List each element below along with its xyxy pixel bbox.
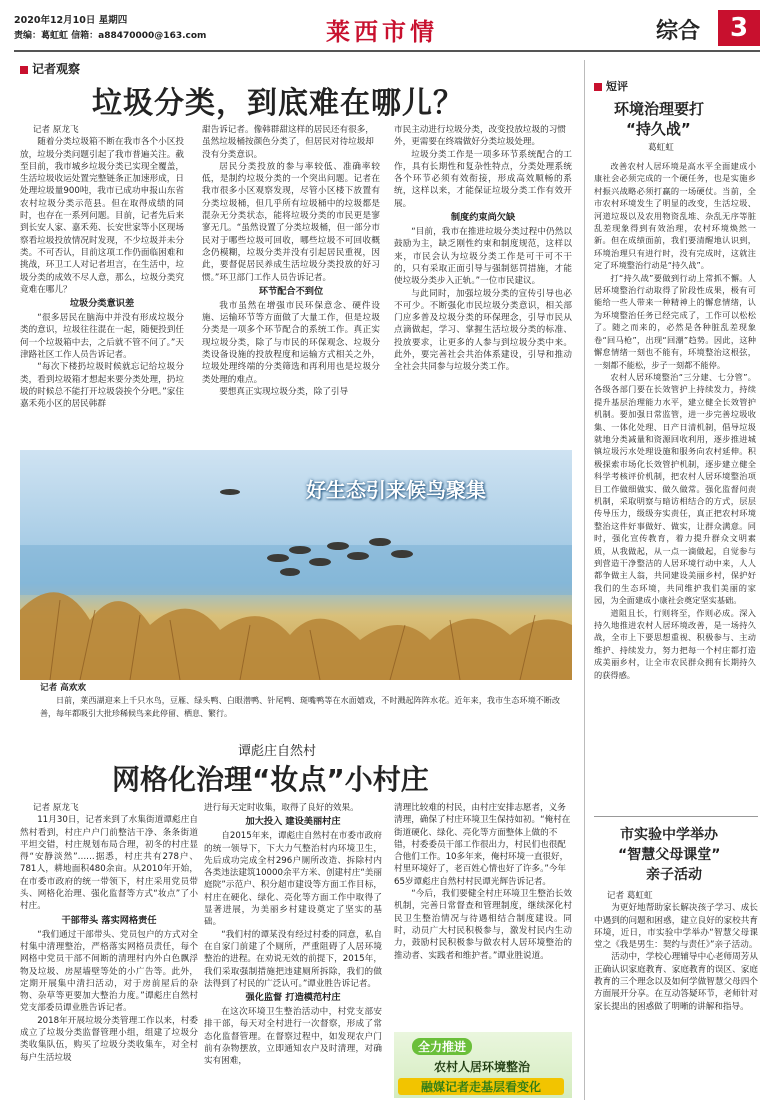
brief-title-1: 市实验中学举办 (620, 827, 718, 843)
subheading: 干部带头 落实网格责任 (61, 914, 157, 926)
top-story-title: 垃圾分类，到底难在哪儿？ (92, 86, 464, 121)
photo-headline: 好生态引来候鸟聚集 (306, 478, 486, 502)
sidebar-rule (594, 816, 758, 817)
paragraph: 11月30日，记者来到了水集街道谭彪庄自然村看到，村庄户户门前整洁干净、条条街道平坦交错，村庄规划布局合理，初冬的村庄显得“安静淡然”……据悉，村庄共有278户、781人，耕地面积480余亩。从2010年开始，在市委市政府的统一带领下，村庄采用党员带头、网格化治理、强化监督等方式“妆点”了小村庄。 (20, 815, 198, 912)
byline: 记者 原龙飞 (32, 125, 79, 135)
paragraph: 居民分类投放的参与率较低、准确率较低，是制约垃圾分类的一个突出问题。记者在我市很多小区观察发现，尽管小区楼下放置有分类垃圾桶，但几乎所有垃圾桶中的垃圾都是混杂无分类状态，能将垃圾分类的市民更是寥寥无几。“虽然设置了分类垃圾桶，但一部分市民对于哪些垃圾可回收，哪些垃圾不可回收概念仍模糊，垃圾分类并没有引起居民重视，因此，要督促居民养成生活垃圾分类投放的好习惯。”环卫部门工作人员告诉记者。 (202, 161, 380, 283)
subheading: 垃圾分类意识差 (69, 298, 135, 310)
paragraph: 要想真正实现垃圾分类，除了引导 (219, 386, 349, 397)
column-label-observer: 记者观察 (20, 60, 80, 77)
lake-scene (20, 450, 572, 680)
paragraph: 自2015年来，谭彪庄自然村在市委市政府的统一领导下，下大力气整治村内环境卫生，先后成功完成全村296户厕所改造、拆除村内各类违法建筑10000余平方米、创建村庄“美丽庭院”示范户、积分超市建设等方面工作目标，村庄在硬化、绿化、亮化等方面工作中取得了显著进展，为美丽乡村建设奠定了坚实的基础。 (204, 831, 382, 928)
paragraph: 甜告诉记者。像韩群甜这样的居民还有很多，虽然垃圾桶按颜色分类了，但居民对待垃圾却没有分类意识。 (202, 125, 374, 160)
paragraph: 农村人居环境整治“三分建、七分管”。各级各部门要在长效管护上持续发力，持续提升基层治理能力水平，建立健全长效管护机制。要加强日常监管，进一步完善垃圾收集、一体化处理、日产日清机制，倡导垃圾就地分类减量和资源回收利用，逐步推进城镇垃圾污水处理设施和服务向农村延伸。积极探索市场化长效管护机制，逐步建立健全科学考核评价机制，把农村人居环境整治项目工作做细做实、做久做常。强化监督问责机制，采取明察与暗访相结合的方式，层层传导压力，级级夯实责任，真正把农村环境整治这件好事做好、做实，让群众满意。同时，强化宣传教育，着力提升群众文明素质，从我做起，从一点一滴做起，自觉参与到营造干净整洁的人居环境行动中来，人人都争做主人翁，共同建设美丽乡村，保护好我们的生态环境，共同维护我们美丽的家园，为全面建成小康社会奠定坚实基础。 (594, 371, 756, 606)
paragraph: 打“持久战”要做到行动上常抓不懈。人居环境整治行动取得了阶段性成果，极有可能给一些人带来一种精神上的懈怠情绪，认为环境整治任务已经完成了，工作可以松松了。随之而来的，必然是各种脏乱差现象卷“回马枪”，出现“回潮”趋势。因此，这种懈怠情绪一刻也不能有，环境整治这根弦，一刻都不能松，步子一刻都不能停。 (594, 272, 756, 370)
second-story-col2 (204, 802, 382, 1068)
page-header (14, 10, 760, 48)
byline: 记者 原龙飞 (32, 803, 79, 813)
commentary-title-2: “持久战” (626, 120, 691, 138)
commentary-title-1: 环境治理要打 (614, 100, 705, 118)
sidebar-divider (584, 60, 585, 1100)
paragraph: “今后，我们要健全村庄环境卫生整治长效机制，完善日常督查和管理制度，继续深化村民卫生整治情况与待遇相结合制度建设。同时，动员广大村民积极参与，激发村民内生动力，鼓励村民积极参与做农村人居环境整治的推动者、实践者和维护者。”谭业胜说道。 (394, 889, 572, 961)
paragraph: 2018年开展垃圾分类管理工作以来，村委成立了垃圾分类监督管理小组，组建了垃圾分类收集队伍，购买了垃圾分类收集车，对全村每户生活垃圾 (20, 1015, 198, 1063)
byline: 记者 葛虹虹 (606, 891, 653, 901)
banner-line1: 全力推进 (412, 1038, 472, 1055)
paragraph: “我们村的谭某没有经过村委的同意，私自在自家门前建了个厕所，严重阻碍了人居环境整治的进程。在劝说无效的前提下，2015年，我们采取强制措施把违建厕所拆除，我们的做法得到了村民的广泛认可。”谭业胜告诉记者。 (204, 929, 382, 989)
column-label-commentary: 短评 (594, 78, 628, 94)
top-story-col3 (394, 124, 572, 374)
editor-info: 责编：葛虹虹 信箱：a88470000@163.com (14, 31, 207, 41)
paragraph: 在这次环境卫生整治活动中，村党支部安排干部，每天对全村进行一次督察，形成了常态化监督管理。在督察过程中，如发现农户门前有杂物摆放，立即通知农户及时清理，对确实有困难， (204, 1007, 382, 1067)
issue-date: 2020年12月10日 星期四 (14, 15, 128, 26)
photo-caption-block (40, 682, 560, 720)
masthead: 莱西市情 (326, 17, 438, 46)
banner-line2: 农村人居环境整治 (434, 1060, 531, 1074)
subheading: 制度约束尚欠缺 (450, 212, 516, 224)
paragraph: “很多居民在脑海中并没有形成垃圾分类的意识，垃圾往往混在一起，随便投到任何一个垃圾箱中去，之后就不管不问了。”天津路社区工作人员告诉记者。 (20, 313, 184, 361)
paragraph: 随着分类垃圾箱不断在我市各个小区投放，垃圾分类问题引起了我市普遍关注。截至目前，我市城乡垃圾分类已实现全覆盖，生活垃圾收运处置完整链条正加速形成，日处理垃圾量900吨，我市已成功申报山东省农村垃圾分类示范县。但在取得成绩的同时，也存在一系列问题。目前，记者先后来到长安人家、嘉禾苑、长安世家等小区现场察看垃圾投放情况时发现，不少垃圾并未分类。不可否认，目前这项工作仍面临困难和挑战，环卫工人对记者坦言，在生活中，垃圾分类的成效不尽人意，那么，垃圾分类究竟难在哪儿？ (20, 137, 184, 295)
photo-byline: 记者 高欢欢 (40, 683, 86, 693)
commentary-byline: 葛虹虹 (648, 143, 674, 153)
red-square-icon (594, 83, 602, 91)
commentary-body (594, 160, 756, 681)
subheading: 强化监督 打造模范村庄 (245, 992, 341, 1004)
photo-caption: 日前，莱西湖迎来上千只水鸟，豆雁、绿头鸭、白眼潜鸭、针尾鸭、斑嘴鸭等在水面嬉戏，不时溅起阵阵水花。近年来，我市生态环境不断改善，每年都吸引大批珍稀候鸟来此停留、栖息、繁行。 (40, 696, 560, 719)
paragraph: 市民主动进行垃圾分类，改变投放垃圾的习惯外，更需要在终端做好分类垃圾处理。 (394, 125, 566, 148)
top-story-col1 (20, 124, 184, 411)
brief-title-3: 亲子活动 (646, 867, 702, 883)
second-story-title: 网格化治理“妆点”小村庄 (112, 763, 429, 796)
brief-body (594, 890, 758, 1013)
second-story-col3 (394, 802, 572, 962)
paragraph: 我市虽然在增强市民环保意念、硬件设施、运输环节等方面做了大量工作，但是垃圾分类是一项多个环节配合的系统工作。真正实现垃圾分类，除了与市民的环保观念、垃圾分类设备设施的投放程度和运输方式相关之外，垃圾处理终端的分类筛选和再利用也是垃圾分类处理的难点。 (202, 300, 380, 385)
paragraph: 进行每天定时收集，取得了良好的效果。 (204, 803, 359, 813)
second-story-col1 (20, 802, 198, 1064)
subheading: 加大投入 建设美丽村庄 (245, 816, 341, 828)
story-kicker: 谭彪庄自然村 (238, 744, 317, 759)
paragraph: “我们通过干部带头、党员包户的方式对全村集中清理整治，严格落实网格员责任，每个网格中党员干部不间断的清理村内外白色飘浮物及垃圾、房屋墙壁等处的小广告等。此外，定期开展集中清扫活动，对于房前屋后的杂物、杂草等更要加大整治力度。”谭彪庄自然村党支部委员谭业胜告诉记者。 (20, 929, 198, 1014)
paragraph: “目前，我市在推进垃圾分类过程中仍然以鼓励为主，缺乏刚性约束和制度规范，这样以来，市民会认为垃圾分类工作是可干可不干的，只有采取正面引导与强制惩罚措施，才能使垃圾分类步入正轨。”一位市民建议。 (394, 227, 572, 287)
paragraph: “每次下楼扔垃圾时候就忘记给垃圾分类，看到垃圾箱才想起来要分类处理，扔垃圾的时候总不能打开垃圾袋挨个分吧。”家住嘉禾苑小区的居民韩群 (20, 362, 184, 410)
section-name: 综合 (656, 19, 701, 44)
paragraph: 垃圾分类工作是一项多环节系统配合的工作，具有长期性和复杂性特点，分类处理系统各个环节必须有效衔接，形成高效顺畅的系统，这样以来，才能保证垃圾分类工作有效开展。 (394, 149, 572, 209)
paragraph: 改善农村人居环境是高水平全面建成小康社会必须完成的一个硬任务，也是实施乡村振兴战略必须打赢的一场硬仗。当前，全市农村环境发生了明显的改变，生活垃圾、河道垃圾以及农用物资乱堆、杂乱无序等脏乱差现象得到有效治理，农村环境焕然一新。但在成绩面前，我们要清醒地认识到，环境治理只有进行时，没有完成时，这就注定了环境整治行动是“持久战”。 (594, 161, 756, 271)
banner-line3: 融媒记者走基层看变化 (398, 1078, 564, 1095)
red-square-icon (20, 66, 28, 74)
paragraph: 为更好地帮助家长解决孩子学习、成长中遇到的问题和困惑，建立良好的家校共育环境，近日，市实验中学举办“智慧父母课堂之《我是男生：契约与责任》”亲子活动。 (594, 903, 758, 951)
brief-title-2: “智慧父母课堂” (618, 847, 721, 863)
paragraph: 活动中，学校心理辅导中心老师周芳从正确认识家庭教育、家庭教育的误区、家庭教育的三个理念以及如何学做智慧父母四个方面展开分享。在互动答疑环节，老师针对家长提出的困惑做了明晰的讲解和指导。 (594, 952, 758, 1012)
paragraph: 与此同时，加强垃圾分类的宣传引导也必不可少。不断强化市民垃圾分类意识，相关部门应多普及垃圾分类的环保理念，引导市民从点滴做起，学习、掌握生活垃圾分类的标准、投放要求，让更多的人参与到垃圾分类中来。此外，要完善社会共治体系建设，引导和推动全社会共同参与垃圾分类工作。 (394, 288, 572, 373)
header-rule (14, 50, 760, 52)
page-number: 3 (729, 13, 749, 43)
news-photo (20, 450, 572, 680)
subheading: 环节配合不到位 (258, 285, 324, 297)
top-story-col2 (202, 124, 380, 398)
paragraph: 道阻且长，行则将至，作则必成。深入持久地推进农村人居环境改善，是一场持久战，全市上下要思想重视、积极参与、主动维护、持续发力，努力把每一个村庄都打造成美丽乡村，让全市农民群众拥有长期持久的获得感。 (594, 607, 756, 680)
paragraph: 清理比较难的村民，由村庄安排志愿者，义务清理，确保了村庄环境卫生保持如初。“俺村在街道硬化、绿化、亮化等方面整体上做的不错，村委委员干部工作很出力，村民们也很配合他们工作。10多年来，俺村环境一直很好，村里环境好了，老百姓心情也好了许多。”今年65岁谭彪庄自然村村民谭光辉告诉记者。 (394, 803, 571, 887)
page-number-badge (718, 10, 760, 46)
campaign-banner (394, 1032, 572, 1098)
